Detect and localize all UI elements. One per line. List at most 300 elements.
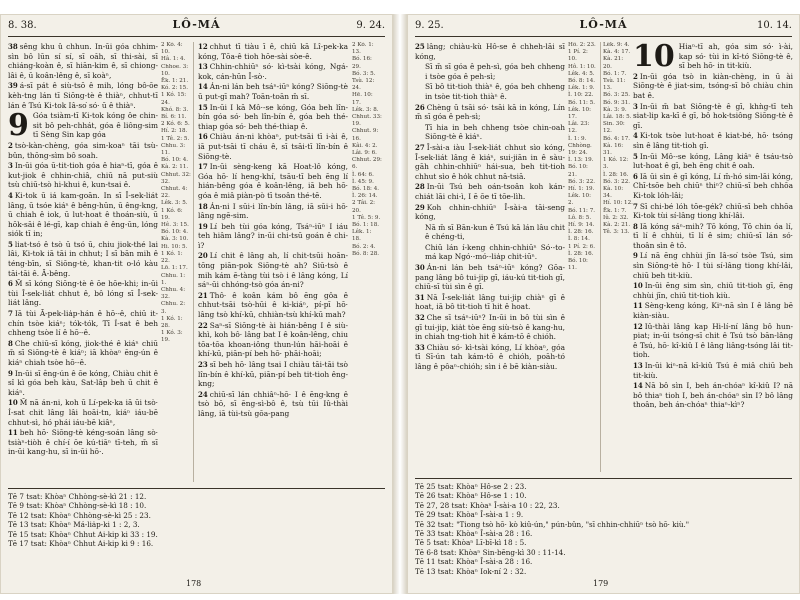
cross-reference: Hí. 1: 19. <box>568 186 595 193</box>
verse-number: 14 <box>633 381 643 391</box>
cross-reference: Ēk. 1: 7. <box>603 207 627 214</box>
cross-reference: Lō. 1: 17. <box>161 265 188 272</box>
footnote-verse: Tē 33 tsat: <box>415 529 454 539</box>
cross-reference: Lêk. 10: 17. <box>568 106 591 121</box>
verse-text: Iû-thài lâng kap Hi-lí-ní lâng bô hun-piat; in-ūi tsóng-sī chit ê Tsú tsò bān-lâng ê Tsú, hō· kî-kiû I ê lâng liâng-tsóng lâi tit-tioh. <box>633 321 793 360</box>
verse-number: 12 <box>633 321 643 331</box>
footnote-verse: Tē 17 tsat: <box>8 539 47 549</box>
verse-number: 9 <box>8 368 13 378</box>
cross-reference: 1 Kó. 6: 19. <box>161 207 183 221</box>
cross-reference: Kà. 3: 9. <box>603 106 627 113</box>
cross-reference: 1 Kó. 12: 3. <box>603 157 629 171</box>
verse <box>198 103 348 132</box>
cross-reference: Tsù. 11: 13. <box>603 78 626 92</box>
verse-text: Che sī tsáⁿ-iūⁿ? In-ūi in bô tùi sìn ê gī tui-jip, kia̍t tòe ēng siù-tsò ê kang-hu, in chiah tng-tioh hit ê kám-tō ê chióh. <box>415 313 565 342</box>
footnote-verse: Tē 11 tsat: <box>415 557 454 567</box>
verse-text: In-ūi I kā Mô·-se kóng, Góa beh lîn-bín góa só· beh lîn-bín ê, góa beh thé-thiap góa só· beh thé-thiap ê. <box>198 102 348 131</box>
verse <box>415 203 565 222</box>
verse <box>8 42 158 80</box>
verse-number: 13 <box>633 361 643 370</box>
verse-number: 27 <box>415 142 425 152</box>
verse-number: 14 <box>198 82 208 92</box>
verse-number: 6 <box>633 171 638 181</box>
verse-text: Hiaⁿ-tī ah, góa sim só· ì-ài, kap só· tùi in kî-tó Siōng-tè ê, sī beh hō· in tit-kiù. <box>678 42 793 71</box>
verse <box>633 42 793 74</box>
verse-number: 8 <box>8 338 13 348</box>
verse-text: In-ūi sèng-keng kā Hoat-lô kóng, Góa hō· lí heng-khí, tsāu-tī beh ēng lí hián-bêng góa ê koân-lêng, iā beh hō· góa ê miâ piàn-pò tī tsoân thé-tē. <box>198 162 348 200</box>
left-footnotes <box>8 492 385 572</box>
verse-text: liat-tsó ê tsò ū tsó ū, chiu jiok-thé lai lâi, Ki-tok iā tāi in chhut; I sī bān mih ê téng-bīn, sī Siōng-tè, khan-tit o-ló kàu tāi-tāi ê. Ā-bêng. <box>8 239 158 278</box>
verse-number: 17 <box>198 162 208 172</box>
verse-number: 21 <box>198 290 208 300</box>
verse-number: 28 <box>415 182 425 192</box>
footnote-verse: Tē 9 tsat: <box>8 501 43 511</box>
verse-number: 11 <box>8 428 18 438</box>
verse-text: Nā m̄ sī Bān-kun ê Tsú kā lán lâu chit ê chéng-ti, <box>425 222 565 242</box>
verse <box>198 162 348 200</box>
cross-reference: Chhut. 33: 19. <box>352 114 382 128</box>
cross-reference: Iû. 2: 32. <box>603 214 629 221</box>
cross-reference: 1 Kó. 1: 28. <box>161 315 183 329</box>
verse-text: In-ūi sī ēng-ún ê ōe kóng, Chiàu chit ê sî kì góa beh kàu, Sat-lâp beh ū chit ê kiáⁿ. <box>8 368 158 397</box>
verse <box>8 108 158 144</box>
verse-text: In-ūi góa tsò in kiàn-chèng, in ū ài Siōng-tè ê jiat-sim, tsóng-sī bô chiàu chin bat ê. <box>633 71 793 100</box>
footnote <box>8 539 385 548</box>
verse <box>633 72 793 101</box>
verse-text: Iā ūi sìn ê gī kóng, Lí m̄-hó sim-lāi kóng, Chī-tsōe beh chiūⁿ thiⁿ? chiū-sī beh chhōa Ki-tok lóh-lâi; <box>633 171 793 200</box>
verse-text: Thô· ê koân kám bô ēng gôa ê chhut-tsāi tsò-hūi ê ki-kiáⁿ, pí-pī hō· lâng tsò khí-kū, chhiàn-tsù khí-kū mah? <box>198 290 348 320</box>
cross-reference: Ì. 10: 22. <box>568 92 594 99</box>
cross-reference: Chhòng. 19: 24. <box>568 142 592 157</box>
cross-reference: Bó. 3: 22. <box>568 178 596 185</box>
footnote-text: Khòaⁿ Î-sài-a 28 : 16. <box>453 557 533 567</box>
footnote-verse: Tē 13 tsat: <box>8 520 47 530</box>
verse-number: 4 <box>8 190 13 200</box>
verse-number: 24 <box>198 389 208 399</box>
right-cross-references-2 <box>603 42 633 472</box>
verse-text: Sèng-keng kóng, Kiⁿ-nā sìn I ê lâng bē kiàn-siàu. <box>633 301 793 321</box>
verse-number: 2 <box>8 140 13 150</box>
footnote-text: Khòaⁿ Lī-bī-kì 18 : 5. <box>449 538 527 548</box>
chapter-number: 10 <box>633 42 675 74</box>
footnote-verse: Tē 27, 28 tsat: <box>415 500 468 510</box>
verse-number: 10 <box>633 281 643 291</box>
cross-reference: Hê. 3: 15. <box>161 222 189 229</box>
verse <box>8 161 158 190</box>
verse-text: Án-ni lán beh tsáⁿ-iūⁿ kóng? Gōa-pang lâng bô tui-jip gī, iáu-kú tit-tioh gī, chiū-sī tùi sìn ê gī. <box>415 263 565 292</box>
footnote <box>415 557 792 566</box>
verse <box>633 102 793 131</box>
cross-reference: Bó. 9: 31. <box>603 99 631 106</box>
verse <box>415 243 565 262</box>
cross-reference: Bó. 10: 11. <box>568 258 588 272</box>
verse <box>198 82 348 101</box>
verse-text: Lí chit ê lâng ah, lí chit-tsūi hoān-tōng piān-pok Siōng-tè ah? Siū-tsò ê mih kám ē-tàng tùi tsò i ê lâng kóng, Lí sáⁿ-ūi chhóng-tsò góa án-ni? <box>198 251 348 290</box>
verse-text: In-ūi Tsú beh oán-tsoân koh kán-chiát lāi chi-ì, I ē ōe tī tōe-lìh. <box>415 182 565 201</box>
cross-reference: Lêk. 3: 5. <box>161 200 188 207</box>
verse <box>198 390 348 419</box>
cross-reference: Hâ. 1: 4. <box>161 56 186 63</box>
verse <box>8 398 158 427</box>
verse-text: tsò-kàn-chèng, góa sim-koaⁿ tāi tsù-bûn, thōng-sìm bô soah. <box>8 140 158 160</box>
verse <box>415 42 565 61</box>
cross-reference: Ì. 26: 14. <box>352 193 378 200</box>
cross-reference: Chhu. 3: 11. <box>161 142 186 157</box>
cross-reference: Bó. 10: 4. <box>161 157 189 164</box>
footnote-text: Khòaⁿ Sin-bēng-kì 30 : 11-14. <box>456 547 566 557</box>
cross-reference: Chhu. 4: 32. <box>161 286 186 301</box>
cross-reference: Ì. 28: 16. <box>603 171 629 178</box>
left-column-2 <box>198 42 348 482</box>
right-running-header <box>415 18 792 36</box>
verse-number: 32 <box>415 313 425 323</box>
cross-reference: Chhut. 4: 22. <box>161 186 188 200</box>
footnote-text: Khòaⁿ Chhòng-sè-kì 25 : 23. <box>46 510 151 520</box>
cross-reference: Hí. 10: 12. <box>603 200 633 207</box>
footnote-verse: Tē 25 tsat: <box>415 482 454 491</box>
verse-text: Iā tùi Ā-pek-lia̍p-hán ê hō·-ê, chiū it-chín tsòe kiáⁿ; tók-tók, Tī Í-sat ê beh chheng tsòe lí ê hō·-ê. <box>8 309 158 338</box>
footnote-text: Khòaⁿ Má-lia̍p-ki 1 : 2, 3. <box>46 520 140 530</box>
footnote <box>415 510 792 519</box>
verse-text: á-sī pát ê siù-tsō ê mih, lóng bô-ōe kèh-tng lán tī Siōng-tè ê thiàⁿ, chhut-tī lán ê Tsú Ki-tok Iâ-so͘ só· ū ê thiàⁿ. <box>8 81 158 110</box>
verse <box>8 141 158 160</box>
verse-text: In-ūi kiⁿ-nā kî-kiû Tsú ê miâ chiū beh tit-kiù. <box>633 361 793 380</box>
cross-reference: Bó. 8: 28. <box>352 250 380 257</box>
verse-number: 30 <box>415 263 425 273</box>
footnote-text: Khòaⁿ Hô-se 1 : 10. <box>453 491 527 501</box>
cross-reference: 1 Pí. 2: 6. <box>568 243 596 250</box>
cross-reference: Chhut. 32: 32. <box>161 171 191 185</box>
verse <box>415 263 565 292</box>
verse-text: Koh chhin-chhiūⁿ Î-sài-a tāi-seng kóng, <box>415 202 565 222</box>
left-running-header <box>8 18 385 36</box>
verse <box>198 251 348 289</box>
verse-text: Chiàu án-ni khòaⁿ, put-tsāi tī i-ài ê, iā put-tsāi tī cháu ê, sī tsāi-tī lîn-bín ê Siōng-tè. <box>198 132 348 161</box>
verse-text: M̄ sī kóng Siōng-tè ê ōe hōe-khi; in-ūi tùi Î-sek-liát chhut ê, bô lóng sī Î-sek-liát lâng. <box>8 279 158 308</box>
footnote-verse: Tē 6-8 tsat: <box>415 547 457 557</box>
footnote-verse: Tē 7 tsat: <box>8 492 43 501</box>
verse-number: 5 <box>633 151 638 161</box>
cross-reference: 1 Kó. 3: 19. <box>161 330 183 344</box>
cross-reference: Bó. 10: 4. <box>161 229 189 236</box>
cross-reference: 2 Kó. 6: 5. <box>161 121 190 128</box>
cross-reference: Bí. 6: 11. <box>161 114 187 121</box>
cross-reference: Bó. 3: 25. <box>603 92 631 99</box>
cross-reference: Chhu. 1: 1. <box>161 272 186 286</box>
footnote-verse: Tē 15 tsat: <box>8 529 47 539</box>
cross-reference: Bó. 10: 21. <box>568 164 588 178</box>
verse-text: beh hō· Siōng-tè kéng-soán lâng sò· tsiàⁿ-tiòh ê chí-í ōe kú-tiāⁿ tī-teh, m̄ sī in-ūi kang-hu, sī in-ūi hō·. <box>8 428 158 457</box>
verse-number: 39 <box>8 81 18 91</box>
verse-text: Sī chi-bé lóh tōe-gék? chiū-sī beh chhōa Ki-tok tùi sí-lâng tiong khí-lâi. <box>633 201 793 221</box>
left-column-divider <box>193 42 194 482</box>
verse <box>633 251 793 280</box>
verse-number: 12 <box>198 42 208 51</box>
cross-reference: Bó. 11: 5. <box>568 99 596 106</box>
right-column-1 <box>415 42 565 472</box>
cross-reference: 1 Tê. 5: 9. <box>352 214 381 221</box>
verse-text: lâng; chiàu-kù Hô-se ê chheh-lāi sī kóng, <box>415 42 565 61</box>
footnote <box>8 511 385 520</box>
cross-reference: Kâi. 4: 2. <box>352 142 378 149</box>
verse-number: 13 <box>198 62 208 72</box>
right-footnote-rule <box>415 478 792 479</box>
verse <box>633 381 793 410</box>
cross-reference: Kó. 2: 15. <box>161 85 188 92</box>
cross-reference: Tê. 3: 13. <box>603 229 630 236</box>
verse <box>8 240 158 278</box>
cross-reference: 1 Kó. 1: 22. <box>161 250 183 265</box>
verse <box>415 62 565 81</box>
footnote <box>415 567 792 576</box>
verse <box>8 369 158 398</box>
cross-reference: 1 Tê. 2: 5. <box>161 135 190 142</box>
verse <box>8 428 158 457</box>
verse <box>415 313 565 342</box>
cross-reference: Bó. 1: 7. <box>603 70 627 77</box>
cross-reference: Ēk. 1: 21. <box>161 78 189 85</box>
verse-number: 23 <box>198 360 208 369</box>
footnote-text: Khòaⁿ Hô-se 2 : 23. <box>453 482 527 491</box>
verse-text: chhut tī tiàu ī ê, chiū kā Lî-pek-ka kóng, Tōa-ê tioh hōe-sài sòe-ê. <box>198 42 348 61</box>
footnote <box>8 492 385 501</box>
cross-reference: Kà. 2: 21. <box>603 222 631 229</box>
right-page-number: 179 <box>593 579 609 588</box>
verse-text: Ki-tok tsòe lut-hoat ê kiat-bé, hō· tsóng sìn ê lâng tit-tioh gī. <box>633 131 793 150</box>
verse-text: In-ūi Mô·-se kóng, Lâng kiâⁿ ê tsáu-tsò lut-hoat ê gī, beh ēng chit ê oah. <box>633 151 793 171</box>
right-header-chapter-end: 10. 14. <box>757 20 792 31</box>
verse-number: 19 <box>198 221 208 231</box>
left-header-chapter-end: 9. 24. <box>356 20 385 31</box>
cross-reference: 1 Pí. 2: 10. <box>568 49 588 63</box>
cross-reference: 2 Tâi. 2: 20. <box>352 200 376 214</box>
cross-reference: Bó. 3: 22. <box>603 178 631 185</box>
cross-reference: Hí. 9: 14. <box>568 222 595 229</box>
cross-reference: 1 Kó. 15: 24. <box>161 92 187 106</box>
verse <box>198 291 348 320</box>
verse-number: 7 <box>8 309 13 319</box>
cross-reference: Lêk. 9: 4. <box>603 42 630 48</box>
right-footnotes <box>415 482 792 574</box>
right-page <box>407 14 800 594</box>
verse-number: 8 <box>633 221 638 231</box>
footnote-text: Khòaⁿ Chhut Ai-kip ki 9 : 16. <box>46 539 154 549</box>
footnote-verse: Tē 29 tsat: <box>415 510 454 520</box>
verse-text: Chhin-chhiūⁿ só· kì-tsài kóng, Ngá-kok, cán-hūn Î-sò·. <box>198 62 348 81</box>
verse <box>633 322 793 360</box>
cross-reference: Lô. 8: 5. <box>568 214 592 221</box>
verse <box>198 132 348 161</box>
cross-reference: Ì. 13: 19. <box>568 157 594 164</box>
verse-text: sêng khu û chhun. In-ūi góa chhim-sìn bô lūn sí sí, sī oăh, sī thi-sài, sī chiáng-koàn ê, sī hiān-kim ê, sī chiong-lâi ê, ū koân-lêng ê, sī koàⁿ, <box>8 42 158 80</box>
verse <box>633 281 793 300</box>
footnote-verse: Tē 5 tsat: <box>415 538 450 548</box>
cross-reference: Chhut. 29: 6. <box>352 157 382 171</box>
footnote-text: Khòaⁿ Î-sài-a 10 : 22, 23. <box>467 500 560 510</box>
cross-reference: 2 Kó. 1: 13. <box>352 42 374 56</box>
verse-text: chiū-sī lán chhiâⁿ-hō· I ê ēng-kng ê tsò bō, sī ēng-sì-bô ê, tsù tūi Iû-thài lâng, iā tùi-tsù gōa-pang <box>198 389 348 418</box>
cross-reference: Chhoe. 3: 10. <box>161 63 189 77</box>
cross-reference: Lâi. 23: 12. <box>568 121 590 135</box>
verse-number: 20 <box>198 251 208 261</box>
verse-text: Sī bô tit-tioh thiàⁿ ê, góa beh chheng in tsòe tit-tioh thiàⁿ ê. <box>425 82 565 101</box>
footnote-verse: Tē 26 tsat: <box>415 491 454 501</box>
verse-text: Î-sài-a iàu Î-sek-liát chhut sìo kóng, Î-sek-liát lâng ê kiáⁿ, sui-jiān in ê sàu-gāh chhin-chhiūⁿ hái-sua, beh tit-tioh chhut sìo ê ho̍k chhut nā-tsiā. <box>415 142 565 181</box>
verse-number: 16 <box>198 132 208 142</box>
verse-number: 25 <box>415 42 425 51</box>
verse-text: Chiū lán í-keng chhin-chhiūⁿ Só·-to-má kap Ngó·-mó·-lia̍p chit-iūⁿ. <box>425 242 565 262</box>
cross-reference: Lêk. 3: 8. <box>352 106 379 113</box>
verse-text: In-ūi ēng sim sìn, chiū tit-tioh gī, ēng chhùi jīn, chiū tit-tioh kiù. <box>633 281 793 300</box>
footnote-text: Khòaⁿ Î-sài-a 1 : 9. <box>453 510 524 520</box>
cross-reference: Ì. 1: 9. <box>568 135 587 142</box>
footnote-verse: Tē 32 tsat: <box>415 519 454 529</box>
verse <box>8 339 158 368</box>
cross-reference: Lêk. 1: 9. <box>568 85 595 92</box>
verse <box>8 279 158 308</box>
verse <box>633 152 793 171</box>
verse-text: Góa tsiàm-tī Ki-tok kóng ôe chin-sit bô peh-chhát, góa ê liông-sim tī Sèng Sin kap góa <box>32 111 158 140</box>
cross-reference: Lêk. 4: 5. <box>568 70 595 77</box>
left-header-rule <box>8 36 385 37</box>
left-footnote-rule <box>8 488 385 489</box>
verse <box>415 143 565 181</box>
left-header-book-title: LÔ-MÁ <box>172 18 221 31</box>
verse-number: 4 <box>633 131 638 141</box>
book-gutter <box>393 14 407 594</box>
verse-text: Lí beh tùi góa kóng, Tsáⁿ-iūⁿ I iáu teh hiâm lâng? in-ūi chi-tsū goán ê chi-ì? <box>198 221 348 250</box>
verse-text: Chiàu só· kì-tsài kóng, Lí khòaⁿ, góa tī Sī-ún tah kám-tō ê chióh, poāh-tó lâng ê pôaⁿ-chióh; sìn i ê bē kiàn-siàu. <box>415 342 565 371</box>
cross-reference: Bó. 8: 14. <box>568 78 596 85</box>
cross-reference: Bó. 16: 29. <box>352 56 372 70</box>
verse <box>415 123 565 142</box>
verse <box>415 293 565 312</box>
left-cross-references-2 <box>352 42 382 482</box>
verse-text: Iā kóng sáⁿ-mih? Tō kóng, Tō chin óa lí, tī lí ê chhùi, tī lí ê sim; chiū-sī lán só· thoân sìn ê tō. <box>633 221 793 250</box>
verse <box>633 202 793 221</box>
cross-reference: Hô. 1: 10. <box>568 63 596 70</box>
cross-reference: Kà. 10: 34. <box>603 186 624 200</box>
cross-reference: Hē. 10: 17. <box>352 92 373 106</box>
right-header-chapter-start: 9. 25. <box>415 20 444 31</box>
cross-reference: Kà. 3: 10. <box>161 236 189 243</box>
footnote-verse: Tē 13 tsat: <box>415 566 454 576</box>
verse <box>633 222 793 251</box>
verse-text: Án-ni I sūi-i lîn-bín lâng, iā sūi-i hō· lâng ngē-sim. <box>198 201 348 221</box>
verse <box>415 343 565 372</box>
cross-reference: Bó. 11: 7. <box>568 207 596 214</box>
cross-reference: Bó. 2: 4. <box>352 243 376 250</box>
cross-reference: Bó. 4: 17. <box>603 135 631 142</box>
verse-text: In-ūi m̄ bat Siōng-tè ê gī, khǹg-tī teh siat-lip ka-kī ê gī, bô hok-tsiông Siōng-tè ê gī. <box>633 101 793 130</box>
verse <box>415 223 565 242</box>
footnote-text: Khòaⁿ Chhut Ai-kip ki 33 : 19. <box>46 529 158 539</box>
footnote-text: Khòaⁿ Iok-ní 2 : 32. <box>453 566 527 576</box>
verse-number: 6 <box>8 279 13 289</box>
left-column-1 <box>8 42 158 482</box>
verse <box>415 103 565 122</box>
footnote-text: Khòaⁿ Chhòng-sè-kì 18 : 10. <box>42 501 147 511</box>
verse-text: Án-ni lán beh tsáⁿ-iūⁿ kóng? Siōng-tè ū put-gī mah? Toān-toān m̄ sī. <box>198 82 348 101</box>
verse-number: 3 <box>633 101 638 111</box>
footnote <box>8 530 385 539</box>
cross-reference: Chhu. 2: 3. <box>161 301 186 315</box>
chapter-number: 9 <box>8 108 29 144</box>
left-cross-references-1 <box>161 42 191 482</box>
verse-number: 11 <box>633 301 643 311</box>
verse-number: 22 <box>198 320 208 330</box>
left-page <box>0 14 393 594</box>
verse <box>198 62 348 81</box>
verse <box>8 81 158 110</box>
verse-text: Lí nā ēng chhùi jīn Iâ-so͘ tsòe Tsú, sim sìn Siōng-tè hō· I tùi sí-lâng tiong khí-lâi, chiū beh tit-kiù. <box>633 251 793 280</box>
verse <box>415 182 565 201</box>
cross-reference: Kà. 2: 11. <box>161 164 189 171</box>
cross-reference: Ì. 64: 6. <box>352 171 374 178</box>
verse-text: Tī hia in beh chheng tsòe chin-oah Siōng-tè ê kiáⁿ. <box>425 122 565 142</box>
cross-reference: Ì. 45: 9. <box>352 178 374 185</box>
verse-number: 2 <box>633 71 638 81</box>
cross-reference: Ì. 8: 14. <box>568 236 590 243</box>
verse-text: In-ūi góa ū-tit-tioh góa ê hiaⁿ-tī, góa ê kut-jiok ê chhin-chiâ, chiū nā put-siù tsù chiū-tsò hi-khui ê, kun-tsai ê. <box>8 161 158 190</box>
footnote <box>415 482 792 491</box>
cross-reference: Kà. 16: 31. <box>603 142 624 157</box>
cross-reference: Chhut. 9: 16. <box>352 128 379 142</box>
cross-reference: Ì. 28: 16. <box>568 250 594 257</box>
verse <box>8 309 158 338</box>
verse <box>198 222 348 251</box>
footnote-text: "Tiong tsò hō· kò kiû-ún," pún-bûn, "sī chhin-chhiūⁿ tsò hō· kiù." <box>453 519 690 529</box>
footnote <box>8 501 385 510</box>
cross-reference: Bó. 18: 4. <box>352 186 380 193</box>
cross-reference: Bó. 3: 5. <box>352 70 376 77</box>
right-header-book-title: LÔ-MÁ <box>579 18 628 31</box>
verse-text: sī beh hō· lâng tsai I chiàu tāi-tāi tsò lîn-bín ê khí-kū, piān-pí beh tit-tioh êng-kng; <box>198 360 348 389</box>
verse-number: 3 <box>8 161 13 171</box>
cross-reference: Bó. 1: 18. <box>352 222 380 229</box>
verse-number: 7 <box>633 201 638 211</box>
cross-reference: Khó. 8: 3. <box>161 106 189 113</box>
verse <box>633 172 793 201</box>
right-header-rule <box>415 36 792 37</box>
cross-reference: Ì. 28: 16. <box>568 229 594 236</box>
footnote <box>415 501 792 510</box>
verse-text: M̄ nā án-ni, koh ū Lí-pek-ka iā ūi tsò· Í-sat chit lâng lâi hoāi-tn, kiáⁿ iáu-bē chhut-sì, hó phái iáu-bē kiâⁿ, <box>8 398 158 427</box>
verse-number: 5 <box>8 239 13 249</box>
verse-number: 9 <box>633 251 638 261</box>
verse-text: Nā Î-sek-liát lâng tui-jip chiàⁿ gī ê hoat, iā bô tit-tioh tī hit ê hoat. <box>415 292 565 312</box>
verse <box>633 361 793 380</box>
cross-reference: Lâi. 9: 6. <box>352 150 377 157</box>
footnote <box>415 491 792 500</box>
footnote-text: Khòaⁿ Chhòng-sè-kì 21 : 12. <box>42 492 147 501</box>
verse-text: Sī m̄ sī góa ê peh-sì, góa beh chheng i tsòe góa ê peh-sì; <box>425 62 565 81</box>
verse-number: 10 <box>8 398 18 408</box>
right-column-2 <box>633 42 793 472</box>
verse <box>198 360 348 389</box>
right-cross-references-1 <box>568 42 598 472</box>
verse-number: 29 <box>415 202 425 212</box>
verse-text: Nā bô sìn I, beh án-chóaⁿ kî-kiû I? nā bô thiaⁿ tioh I, beh án-chóaⁿ sìn I? bô lâng thoân, beh án-chóaⁿ thiaⁿ-kìⁿ? <box>633 381 793 410</box>
verse <box>415 82 565 101</box>
cross-reference: Hi. 10: 5. <box>161 243 188 250</box>
cross-reference: Lêk. 1: 18. <box>352 229 372 243</box>
footnote-text: Khòaⁿ Î-sài-a 28 : 16. <box>453 529 533 539</box>
verse <box>633 301 793 320</box>
verse-number: 18 <box>198 201 208 211</box>
cross-reference: Sin. 30: 12. <box>603 121 625 135</box>
verse-number: 33 <box>415 342 425 352</box>
